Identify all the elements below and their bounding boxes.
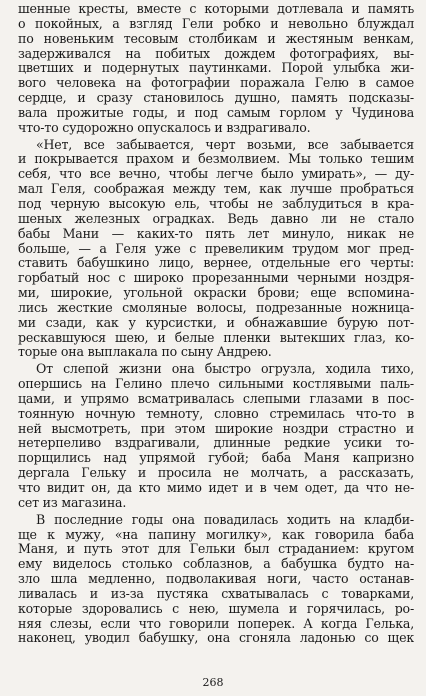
- text-line: торые она выплакала по сыну Андрею.: [18, 345, 272, 360]
- text-line: горбатый нос с широко прорезанными черными ноздря-: [18, 271, 414, 286]
- text-line: В последние годы она повадилась ходить на кладби-: [36, 512, 414, 527]
- text-line: что видит он, да кто мимо идет и в чем одет, да что не-: [18, 481, 414, 495]
- text-line: вала прожитые годы, и под самым горлом у Чудинова: [18, 105, 414, 120]
- text-line: ми сзади, как у курсистки, и обнажавшие бурую пот-: [18, 315, 414, 330]
- text-line: по новеньким тесовым столбикам и жестяным венкам,: [18, 31, 414, 46]
- text-line: опершись на Гелино плечо сильными костлявыми паль-: [18, 377, 414, 392]
- text-line: От слепой жизни она быстро огрузла, ходила тихо,: [36, 362, 414, 377]
- text-line: больше, — а Геля уже с превеликим трудом мог пред-: [18, 241, 414, 256]
- paragraph: [18, 362, 414, 510]
- text-line: рескавшуюся шею, и белые пленки вытекших глаз, ко-: [18, 330, 414, 345]
- text-line: задерживался на побитых дождем фотографиях, вы-: [18, 46, 414, 61]
- text-line: ще к мужу, «на папину могилку», как говорила баба: [18, 527, 414, 542]
- text-line: цветших и подернутых паутинками. Порой улыбка жи-: [18, 61, 414, 76]
- text-line: ему виделось столько соблазнов, а бабушка будто на-: [18, 557, 414, 572]
- body-text: [18, 2, 414, 646]
- text-line: наконец, уводил бабушку, она сгоняла ладонью со щек: [18, 631, 414, 646]
- page-number: 268: [202, 676, 224, 689]
- text-line: сердце, и сразу становилось душно, память подсказы-: [18, 91, 414, 106]
- text-line: мал Геля, соображая между тем, как лучше пробраться: [18, 182, 414, 197]
- text-line: цами, и упрямо всматривалась слепыми глазами в пос-: [18, 391, 414, 406]
- text-line: которые здоровались с нею, шумела и горячилась, ро-: [18, 601, 414, 616]
- text-line: себя, что все вечно, чтобы легче было умирать», — ду-: [18, 167, 414, 182]
- text-line: ставить бабушкино лицо, вернее, отдельные его черты:: [18, 256, 414, 271]
- paragraph: [18, 2, 414, 136]
- text-line: тоянную ночную темноту, словно стремилась что-то в: [18, 406, 414, 421]
- text-line: зло шла медленно, подволакивая ноги, часто останав-: [18, 572, 414, 587]
- text-line: что-то судорожно опускалось и вздрагивало.: [18, 120, 311, 135]
- paragraph: [18, 138, 414, 361]
- paragraph: [18, 513, 414, 647]
- text-line: ней высмотреть, при этом широкие ноздри страстно и: [18, 421, 414, 436]
- text-line: сет из магазина.: [18, 495, 127, 510]
- text-line: нетерпеливо вздрагивали, длинные редкие усики то-: [18, 436, 414, 451]
- text-line: Маня, и путь этот для Гельки был страданием: кругом: [18, 542, 414, 557]
- text-line: ми, широкие, угольной окраски брови; еще вспомина-: [18, 286, 414, 301]
- text-line: вого человека на фотографии поражала Гелю в самое: [18, 76, 414, 91]
- text-line: порщились над упрямой губой; баба Маня капризно: [18, 451, 414, 466]
- text-line: под черную высокую ель, чтобы не заблудиться в кра-: [18, 196, 414, 211]
- text-line: шенные кресты, вместе с которыми дотлевала и память: [18, 2, 414, 16]
- text-line: бабы Мани — каких-то пять лет минуло, никак не: [18, 226, 414, 241]
- text-line: лись жесткие смоляные волосы, подрезанные ножница-: [18, 300, 414, 315]
- text-line: «Нет, все забывается, черт возьми, все забывается: [36, 137, 414, 152]
- text-line: шеных железных оградках. Ведь давно ли не стало: [18, 211, 414, 226]
- text-line: и покрывается прахом и безмолвием. Мы только тешим: [18, 152, 414, 167]
- text-line: няя слезы, если что говорили поперек. А когда Гелька,: [18, 616, 414, 631]
- text-line: дергала Гельку и просила не молчать, а рассказать,: [18, 466, 414, 481]
- text-line: о покойных, а взгляд Гели робко и невольно блуждал: [18, 16, 414, 31]
- text-line: ливалась и из-за пустяка схватывалась с товарками,: [18, 586, 414, 601]
